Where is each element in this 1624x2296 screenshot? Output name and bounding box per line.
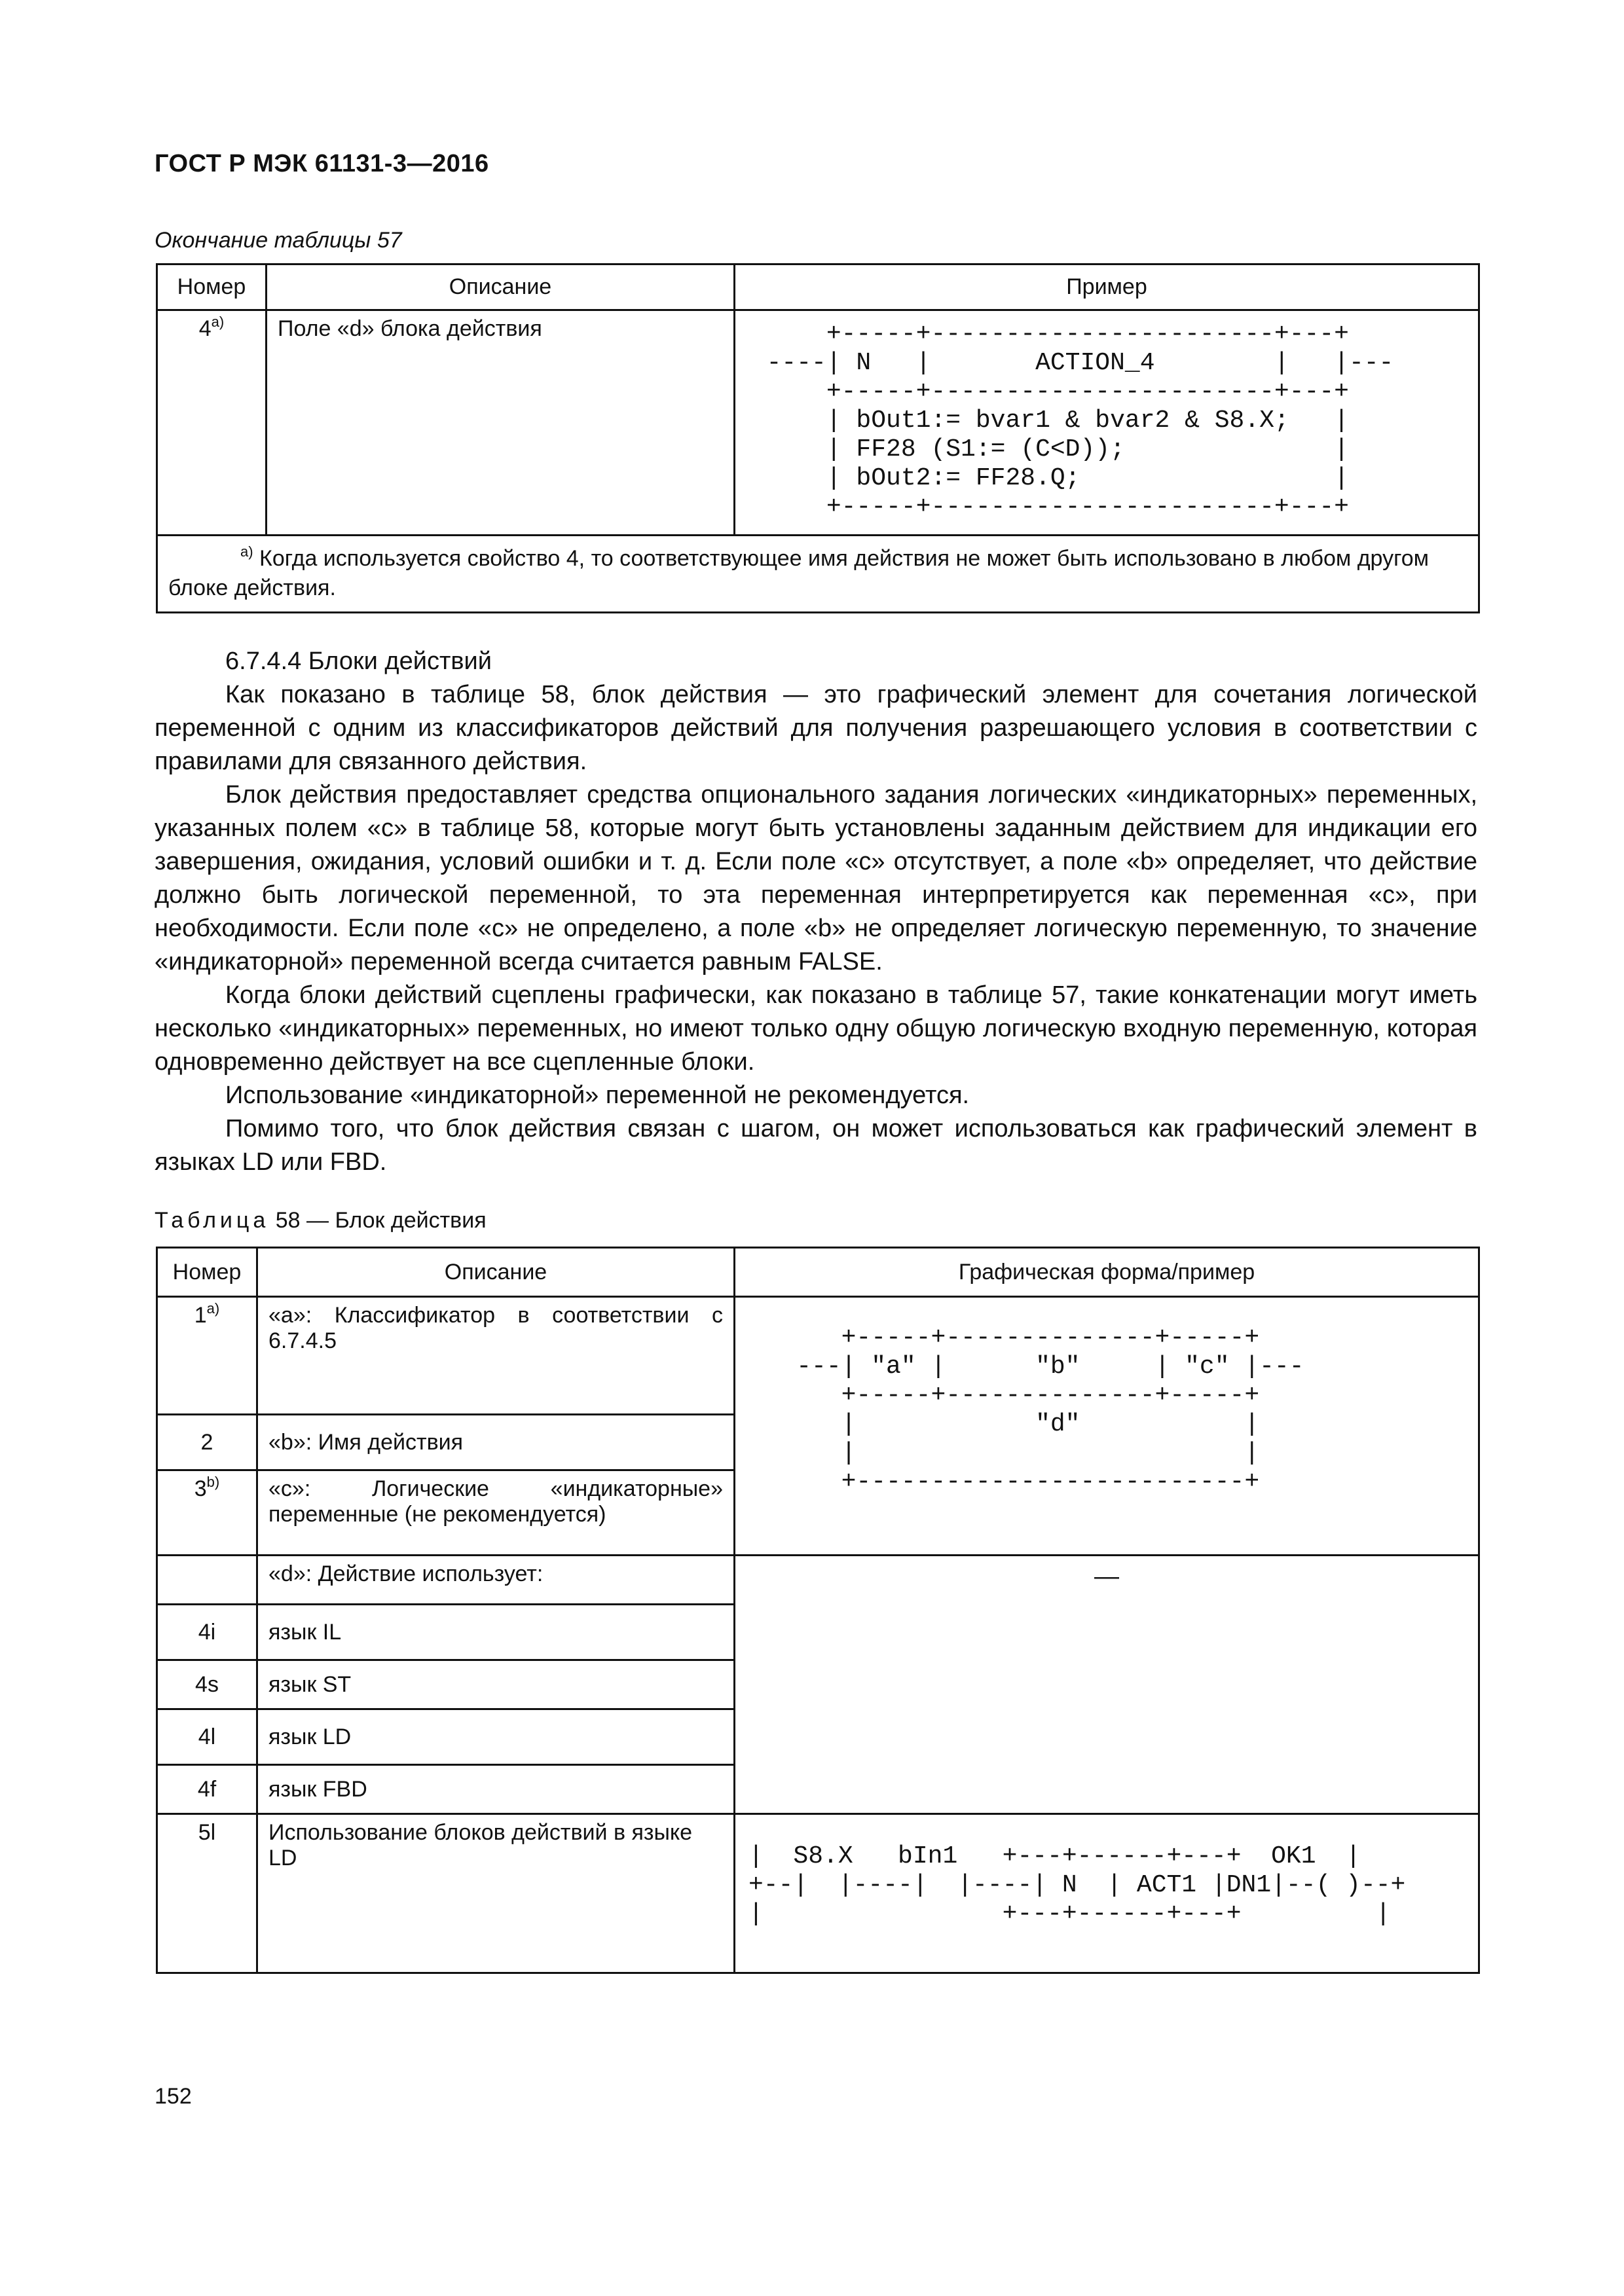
table57-row-description: Поле «d» блока действия <box>267 310 735 536</box>
table58-row-description: «b»: Имя действия <box>257 1415 735 1470</box>
table57-row-number-value: 4 <box>198 316 212 341</box>
table57-col-number: Номер <box>157 264 267 310</box>
table57 <box>156 263 1480 613</box>
table58-caption <box>155 1208 487 1233</box>
table58-row-number-sup: a) <box>206 1300 220 1317</box>
table58-row-description: язык FBD <box>257 1765 735 1814</box>
table57-footnote <box>157 536 1479 613</box>
action-block-ascii: +-----+--------------+-----+ ---| "a" | "b" | "c" |--- +-----+--------------+-----+ | "d" | | | +--------------------------+ <box>796 1324 1304 1496</box>
table58-row-number: 2 <box>157 1415 257 1470</box>
paragraph: Как показано в таблице 58, блок действия — это графический элемент для сочетания логической переменной с одним из классификаторов действий для получения разрешающего условия в соответствии с правилами для связанного действия. <box>155 681 1477 775</box>
table58-row-description: «d»: Действие использует: <box>257 1556 735 1605</box>
table58-row-number-sup: b) <box>206 1474 220 1490</box>
table58-row-number: 4i <box>157 1605 257 1660</box>
table58-col-number: Номер <box>157 1248 257 1297</box>
table58-row-description: язык IL <box>257 1605 735 1660</box>
table57-footnote-text: Когда используется свойство 4, то соответствующее имя действия не может быть использовано в любом другом блоке действия. <box>168 546 1430 600</box>
paragraph: Использование «индикаторной» переменной не рекомендуется. <box>225 1082 970 1109</box>
table58-row-description: язык LD <box>257 1709 735 1765</box>
section-heading: 6.7.4.4 Блоки действий <box>225 647 492 675</box>
table58-col-graphic: Графическая форма/пример <box>735 1248 1479 1297</box>
paragraph: Блок действия предоставляет средства опционального задания логических «индикаторных» переменных, указанных полем «c» в таблице 58, которые могут быть установлены заданным действием для индикации его завершения, ожидания, условий ошибки и т. д. Если поле «c» отсутствует, а поле «b» определяет, что действие должно быть логической переменной, то эта переменная интерпретируется как переменная «c», при необходимости. Если поле «c» не определено, а поле «b» не определяет логическую переменную, то значение «индикаторной» переменной всегда считается равным FALSE. <box>155 781 1477 975</box>
table57-row-number <box>157 310 267 536</box>
table58 <box>156 1247 1480 1974</box>
table58-row-number-value: 3 <box>194 1476 207 1501</box>
table58-row-number: 4s <box>157 1660 257 1709</box>
action4-code-block: +-----+-----------------------+---+ ----| N | ACTION_4 | |--- +-----+-----------------------+---+ | bOut1:= bvar1 & bvar2 & S8.X; | | FF28 (S1:= (C<D)); | | bOut2:= FF28.Q; | +-----+-----------------------+---+ <box>766 320 1394 521</box>
document-header: ГОСТ Р МЭК 61131-3—2016 <box>155 150 489 177</box>
table58-row-number <box>157 1556 257 1605</box>
table58-caption-rest: 58 — Блок действия <box>269 1208 487 1233</box>
table58-row-description: «a»: Классификатор в соответствии с 6.7.4.5 <box>257 1297 735 1415</box>
table58-col-description: Описание <box>257 1248 735 1297</box>
table58-row-description: язык ST <box>257 1660 735 1709</box>
table58-caption-word: Таблица <box>155 1208 270 1233</box>
section-body <box>155 645 1477 1179</box>
paragraph: Помимо того, что блок действия связан с шагом, он может использоваться как графический элемент в языках LD или FBD. <box>155 1115 1477 1176</box>
table57-col-example: Пример <box>735 264 1479 310</box>
table58-row-number: 4f <box>157 1765 257 1814</box>
table58-dash-cell: — <box>735 1556 1479 1814</box>
paragraph: Когда блоки действий сцеплены графически, как показано в таблице 57, такие конкатенации могут иметь несколько «индикаторных» переменных, но имеют только одну общую логическую входную переменную, которая одновременно действует на все сцепленные блоки. <box>155 981 1477 1076</box>
table58-row-description: Использование блоков действий в языке LD <box>257 1814 735 1973</box>
table58-row-number <box>157 1470 257 1556</box>
table57-col-description: Описание <box>267 264 735 310</box>
table58-row-number: 5l <box>157 1814 257 1973</box>
table57-row-number-sup: a) <box>211 314 225 330</box>
table58-row-number: 4l <box>157 1709 257 1765</box>
table58-row-description: «c»: Логические «индикаторные» переменные (не рекомендуется) <box>257 1470 735 1556</box>
ld-action-block-ascii: | S8.X bIn1 +---+------+---+ OK1 | +--| |----| |----| N | ACT1 |DN1|--( )--+ | +---+------+---+ | <box>748 1842 1406 1928</box>
table58-ld-diagram <box>735 1814 1479 1973</box>
table57-row-example <box>735 310 1479 536</box>
table57-footnote-marker: a) <box>240 543 253 560</box>
table57-caption: Окончание таблицы 57 <box>155 228 402 253</box>
page-number: 152 <box>155 2084 192 2109</box>
table58-row-number-value: 1 <box>194 1303 207 1328</box>
table58-row-number <box>157 1297 257 1415</box>
table58-action-block-diagram <box>735 1297 1479 1556</box>
